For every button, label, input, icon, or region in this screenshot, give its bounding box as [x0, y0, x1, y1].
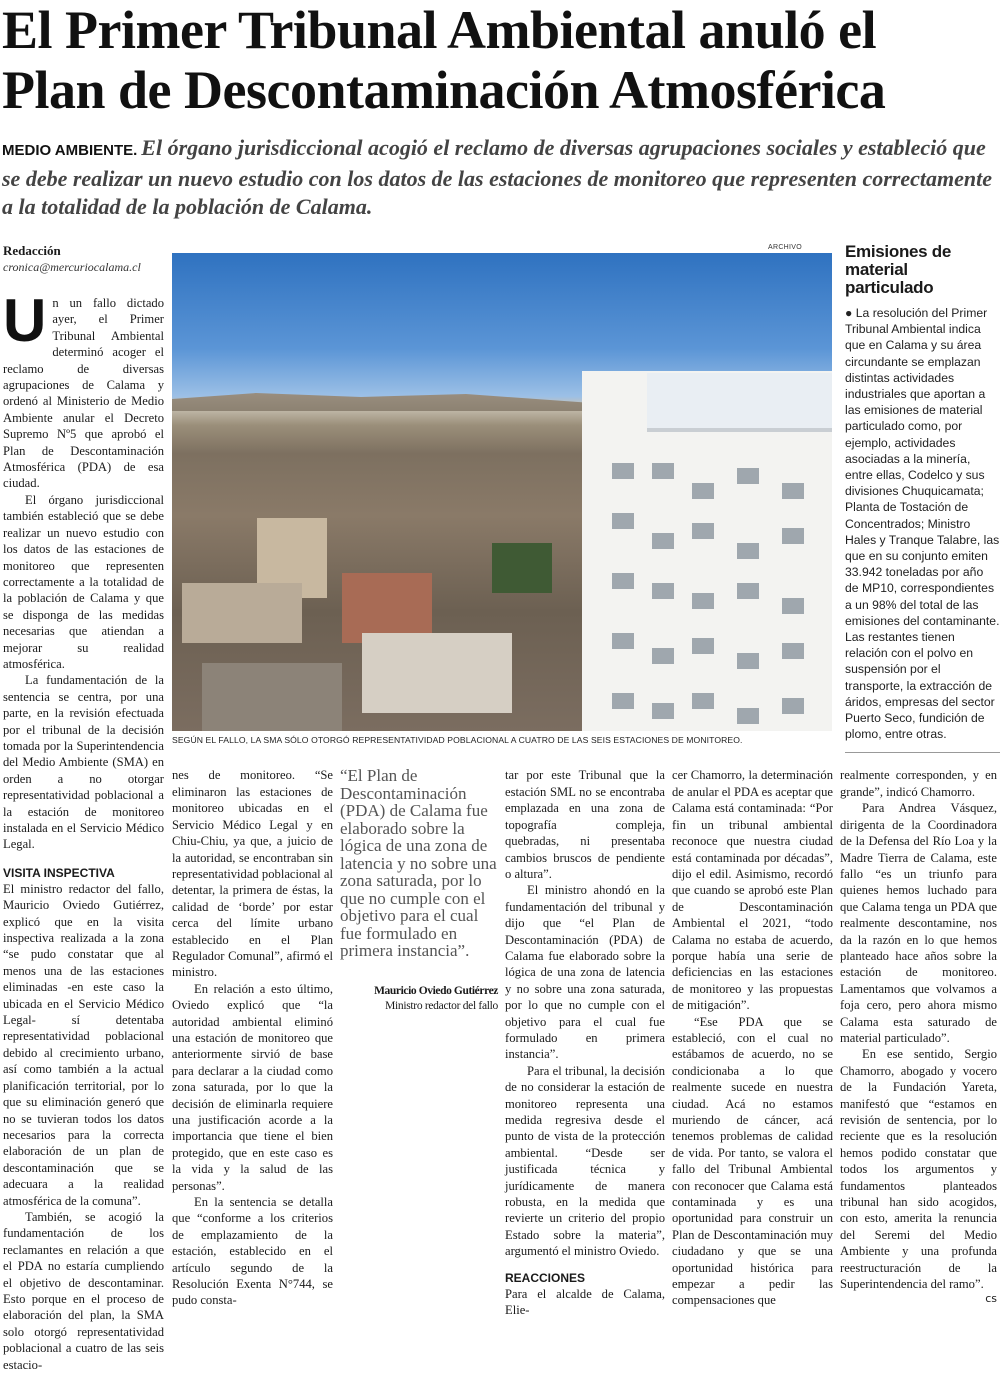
window [692, 693, 714, 709]
bottom-columns [172, 767, 998, 1318]
window [737, 583, 759, 599]
pull-quote-role: Ministro redactor del fallo [385, 999, 498, 1012]
paragraph: cer Chamorro, la determinación de anular el PDA es aceptar que Calama está contaminada: “Por fin un tribunal ambiental reconoce que nuestra ciudad está contaminada por décadas”, dijo el edil. Asimismo, recordó que cuando se aprobó este Plan de Descontaminación Ambiental el 2021, “todo Calama no estaba de acuerdo, porque había una serie de deficiencias en las estaciones de monitoreo y las propuestas de mitigación”. [672, 768, 833, 1013]
pull-quote-name: Mauricio Oviedo Gutiérrez [374, 984, 498, 997]
window [652, 533, 674, 549]
window [652, 463, 674, 479]
window [692, 638, 714, 654]
window [782, 483, 804, 499]
subhead-visita-inspectiva: VISITA INSPECTIVA [3, 865, 115, 880]
paragraph: El órgano jurisdiccional también estableció que se debe realizar un nuevo estudio con los datos de las estaciones de monitoreo que representen correctamente a la totalidad de la población de Calama y que se disponga de las medidas necesarias que atiendan a mejorar su realidad atmosférica. [3, 492, 164, 671]
pull-quote: “El Plan de Descontaminación (PDA) de Calama fue elaborado sobre la lógica de una zona de latencia y no sobre una zona saturada, por lo que no cumple con el objetivo para el cual fue formulado en primera instancia”. [340, 766, 497, 961]
paragraph: n un fallo dictado ayer, el Primer Tribunal Ambiental determinó acoger el reclamo de diversas agrupaciones de Calama y ordenó al Ministerio de Medio Ambiente anular el Decreto Supremo Nº5 que aprobó el Plan de Descontaminación Atmosférica (PDA) de esa ciudad. [3, 296, 164, 491]
window [612, 463, 634, 479]
byline-email: cronica@mercuriocalama.cl [3, 260, 141, 274]
divider [845, 752, 1000, 753]
byline-name: Redacción [3, 243, 61, 258]
window [737, 708, 759, 724]
paragraph: El ministro redactor del fallo, Mauricio Oviedo Gutiérrez, explicó que en la visita inspectiva realizada a la zona “se pudo constatar que al menos una de las estaciones eliminadas -en este caso la ubicada en el Servicio Médico Legal- sí detentaba representatividad poblacional debido al crecimiento urbano, así como también a la actual planificación territorial, por lo que su eliminación generó que no se tuvieran todos los datos necesarios para la correcta elaboración de un plan de descontaminación que se adecuara a la realidad atmosférica de la comuna”. [3, 881, 164, 1208]
headline [0, 0, 1000, 120]
section-kicker: MEDIO AMBIENTE. [2, 142, 138, 159]
bullet-icon: ● [845, 306, 853, 320]
dek [0, 134, 1000, 221]
building [202, 663, 342, 731]
article-body [0, 243, 1000, 1373]
paragraph: También, se acogió la fundamentación de los reclamantes en relación a que el PDA no estaría cumpliendo el objetivo de descontaminar. Esto porque en el proceso de elaboración del plan, la SMA solo otorgó representatividad poblacional a cuatro de las seis estacio- [3, 1209, 164, 1372]
sidebar-box [845, 243, 1000, 753]
window [782, 643, 804, 659]
body-column-3 [172, 767, 333, 1308]
dek-text: El órgano jurisdiccional acogió el reclamo de diversas agrupaciones sociales y estableció que se debe realizar un nuevo estudio con los datos de las estaciones de monitoreo que representen correctamente a la totalidad de la población de Calama. [2, 135, 992, 219]
paragraph: La fundamentación de la sentencia se centra, por una parte, en la revisión efectuada por el tribunal de la decisión tomada por la Superintendencia del Medio Ambiente (SMA) en orden a no otorgar representatividad poblacional a la estación de monitoreo instalada en el Servicio Médico Legal. [3, 673, 164, 852]
paragraph: En la sentencia se detalla que “conforme a los criterios de emplazamiento de la estación, establecido en el artículo segundo de la Resolución Exenta N°744, se pudo consta- [172, 1195, 333, 1308]
paragraph: Para el alcalde de Calama, Elie- [505, 1286, 665, 1318]
right-area [172, 243, 998, 1318]
window [692, 593, 714, 609]
window [692, 523, 714, 539]
drop-cap: U [3, 287, 47, 354]
sidebar-text: La resolución del Primer Tribunal Ambiental indica que en Calama y su área circundante se emplazan distintas actividades industriales que aportan a las emisiones de material particulado como, por ejemplo, actividades asociadas a la minería, entre ellas, Codelco y sus divisiones Chuquicamata; Planta de Tostación de Concentrados; Ministro Hales y Tranque Talabre, las que en su conjunto emiten 33.942 toneladas por año de MP10, correspondientes a un 98% del total de las emisiones del contaminante. Las restantes tienen relación con el polvo en suspensión por el transporte, la extracción de áridos, empresas del sector Puerto Seco, fundición de plomo, entre otras. [845, 306, 1000, 742]
body-column-1 [3, 287, 164, 853]
photo-and-sidebar-row [172, 243, 998, 753]
paragraph: tar por este Tribunal que la estación SML no se encontraba emplazada en una zona de topografía compleja, quebradas, ni presentaba cambios bruscos de pendiente o altura”. [505, 768, 665, 881]
pull-quote-block [340, 767, 498, 1014]
end-mark-icon: cs [985, 1292, 997, 1306]
paragraph: Para el tribunal, la decisión de no considerar la estación de monitoreo representa una medida regresiva desde el punto de vista de la protección ambiental. “Desde ser justificada técnica y jurídicamente de manera robusta, en la medida que revierte un criterio del propio Estado sobre la materia”, argumentó el ministro Oviedo. [505, 1063, 665, 1259]
window [782, 598, 804, 614]
body-column-7 [840, 767, 997, 1306]
window [612, 633, 634, 649]
window [737, 653, 759, 669]
paragraph: En ese sentido, Sergio Chamorro, abogado y vocero de la Fundación Yareta, manifestó que “estamos en revisión de sentencia, por lo reciente que es la resolución hemos podido constatar que todos los argumentos y fundamentos planteados tribunal han sido acogidos, con esto, amerita la renuncia del Seremi del Medio Ambiente y una profunda reestructuración de la Superintendencia del ramo”. [840, 1047, 997, 1292]
paragraph: En relación a esto último, Oviedo explicó que “la autoridad ambiental eliminó una estación de monitoreo que anteriormente sirvió de base para declarar a la ciudad como zona saturada, por lo que la decisión de eliminarla requiere una justificación acorde a la importancia que tiene el bien protegido, que en este caso es la vida y la salud de las personas”. [172, 981, 333, 1193]
window [692, 483, 714, 499]
window [652, 648, 674, 664]
building [182, 583, 302, 643]
window [612, 573, 634, 589]
left-column [3, 243, 164, 1373]
byline [3, 243, 164, 275]
window [737, 468, 759, 484]
building-top [647, 373, 832, 432]
window [737, 543, 759, 559]
window [652, 583, 674, 599]
trees [492, 543, 552, 593]
paragraph: Para Andrea Vásquez, dirigenta de la Coordinadora de la Defensa del Río Loa y la Madre Tierra de Calama, este fallo “es un triunfo para quienes hemos luchado para que Calama tenga un PDA que realmente descontamine, nos da la razón en lo que hemos planteado hace años sobre la estación de monitoreo. Lamentamos que volvamos a foja cero, pero ahora mismo Calama esta saturado de material particulado”. [840, 801, 997, 1045]
window [782, 528, 804, 544]
photo-caption: SEGÚN EL FALLO, LA SMA SÓLO OTORGÓ REPRESENTATIVIDAD POBLACIONAL A CUATRO DE LAS SEIS ESTACIONES DE MONITOREO. [172, 735, 743, 745]
city-photo [172, 253, 832, 731]
mountains [172, 391, 592, 411]
sidebar-title: Emisiones de material particulado [845, 242, 951, 297]
window [652, 703, 674, 719]
photo-credit: ARCHIVO [768, 244, 802, 251]
paragraph: realmente corresponden, y en grande”, indicó Chamorro. [840, 768, 997, 799]
paragraph: nes de monitoreo. “Se eliminaron las estaciones de monitoreo ubicadas en el Servicio Médico Legal y en Chiu-Chiu, ya que, a juicio de la autoridad, se encontraban sin representatividad poblacional al detentar, la primera de éstas, la calidad de ‘borde’ por estar cerca del límite urbano establecido en el Plan Regulador Comunal”, afirmó el ministro. [172, 768, 333, 980]
paragraph: El ministro ahondó en la fundamentación del tribunal y dijo que “el Plan de Descontaminación (PDA) de Calama fue elaborado sobre la lógica de una zona de latencia y no sobre una zona saturada, por lo que no cumple con el objetivo para el cual fue formulado en primera instancia”. [505, 883, 665, 1062]
paragraph: “Ese PDA que se estableció, con el cual no estábamos de acuerdo, no se condicionaba a lo que realmente sucede en nuestra ciudad. Acá no estamos muriendo de cáncer, acá tenemos problemas de calidad de vida. Por tanto, se valora el fallo del Tribunal Ambiental con reconocer que Calama está contaminada y es una oportunidad para construir un Plan de Descontaminación muy ciudadano y que se una oportunidad histórica para empezar a pedir las compensaciones que [672, 1014, 833, 1308]
window [612, 513, 634, 529]
window [782, 698, 804, 714]
headline-line-2: Plan de Descontaminación Atmosférica [2, 60, 886, 120]
body-column-6 [672, 767, 833, 1308]
building [362, 633, 512, 713]
photo-block [172, 243, 832, 746]
body-column-5 [505, 767, 665, 1318]
body-column-2 [3, 865, 164, 1373]
headline-line-1: El Primer Tribunal Ambiental anuló el [2, 0, 877, 60]
window [612, 693, 634, 709]
subhead-reacciones: REACCIONES [505, 1270, 586, 1285]
